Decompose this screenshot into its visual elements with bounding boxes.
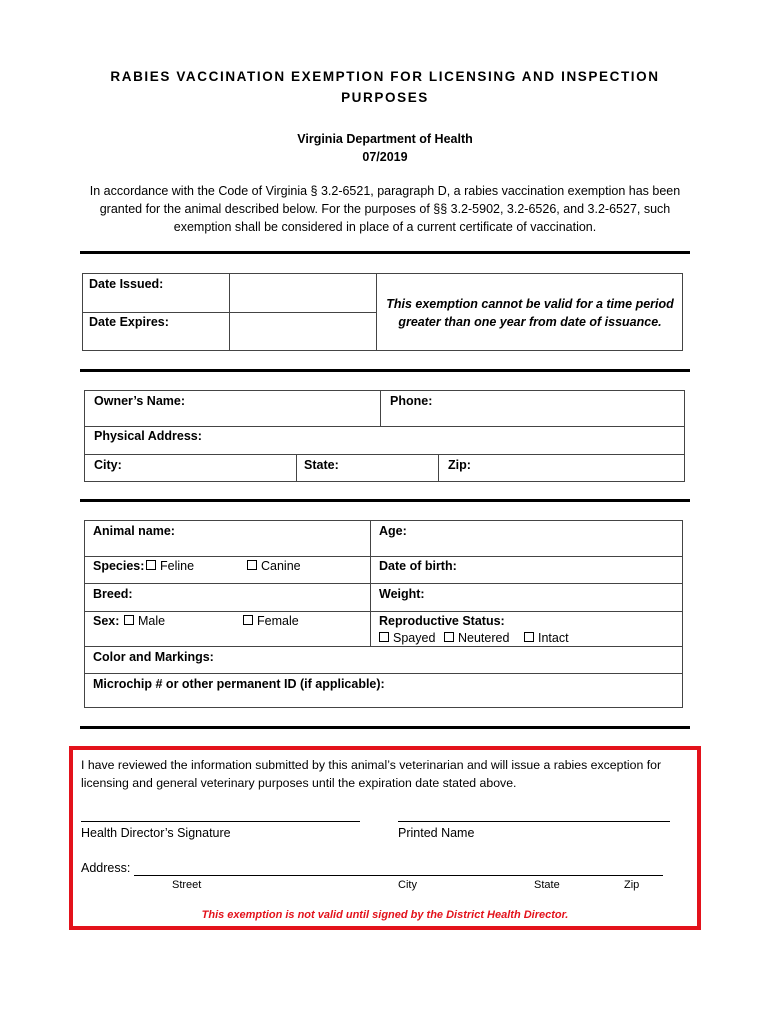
zip-field[interactable]	[472, 455, 683, 481]
title-line-2: PURPOSES	[341, 90, 429, 105]
breed-field[interactable]	[135, 584, 368, 610]
divider	[84, 611, 683, 612]
neutered-label: Neutered	[458, 631, 510, 645]
city-field[interactable]	[124, 455, 294, 481]
owner-name-field[interactable]	[190, 391, 378, 425]
director-statement-line-2: licensing and general veterinary purposes until the expiration date stated above.	[81, 776, 517, 790]
state-field[interactable]	[345, 455, 436, 481]
divider	[80, 726, 690, 729]
color-markings-label: Color and Markings:	[93, 650, 214, 664]
validity-note	[377, 295, 683, 331]
director-address-line[interactable]	[134, 875, 663, 876]
date-expires-label: Date Expires:	[89, 315, 169, 329]
validity-note-line-1: This exemption cannot be valid for a time period	[386, 297, 674, 311]
animal-name-field[interactable]	[180, 521, 368, 555]
spayed-label: Spayed	[393, 631, 436, 645]
street-caption: Street	[172, 879, 202, 891]
sex-male-option[interactable]	[124, 614, 165, 628]
male-label: Male	[138, 614, 166, 628]
phone-label: Phone:	[390, 394, 433, 408]
dob-field[interactable]	[462, 557, 682, 582]
microchip-field[interactable]	[385, 674, 682, 707]
intact-option[interactable]	[524, 631, 569, 645]
city-label: City:	[94, 458, 122, 472]
spayed-option[interactable]	[379, 631, 435, 645]
checkbox-icon[interactable]	[247, 560, 257, 570]
form-date: 07/2019	[362, 150, 408, 164]
validity-note-line-2: greater than one year from date of issuance.	[398, 315, 662, 329]
checkbox-icon[interactable]	[444, 632, 454, 642]
printed-name-label: Printed Name	[398, 826, 475, 840]
checkbox-icon[interactable]	[146, 560, 156, 570]
state-caption: State	[534, 879, 560, 891]
feline-label: Feline	[160, 559, 195, 573]
divider	[438, 454, 439, 482]
dob-label: Date of birth:	[379, 559, 457, 573]
checkbox-icon[interactable]	[524, 632, 534, 642]
intact-label: Intact	[538, 631, 569, 645]
zip-caption: Zip	[624, 879, 640, 891]
department-name: Virginia Department of Health	[297, 132, 473, 146]
owner-name-label: Owner’s Name:	[94, 394, 186, 408]
form-title	[0, 66, 770, 108]
species-feline-option[interactable]	[146, 559, 194, 573]
age-field[interactable]	[410, 521, 682, 555]
physical-address-label: Physical Address:	[94, 429, 202, 443]
zip-label: Zip:	[448, 458, 471, 472]
phone-field[interactable]	[436, 391, 683, 425]
physical-address-field[interactable]	[200, 427, 683, 453]
printed-name-line[interactable]	[398, 821, 670, 822]
date-issued-label: Date Issued:	[89, 277, 164, 291]
divider	[80, 251, 690, 254]
breed-label: Breed:	[93, 587, 133, 601]
intro-line-2: granted for the animal described below. For the purposes of §§ 3.2-5902, 3.2-6526, and 3.2-6527, such	[99, 202, 671, 216]
checkbox-icon[interactable]	[124, 615, 134, 625]
date-issued-field[interactable]	[230, 274, 375, 311]
title-line-1: RABIES VACCINATION EXEMPTION FOR LICENSING AND INSPECTION	[110, 69, 660, 84]
color-markings-field[interactable]	[215, 647, 682, 672]
date-expires-field[interactable]	[230, 313, 375, 350]
divider	[80, 499, 690, 502]
divider	[380, 390, 381, 426]
intro-paragraph	[80, 182, 690, 236]
weight-label: Weight:	[379, 587, 425, 601]
sex-label: Sex:	[93, 614, 120, 628]
director-statement-line-1: I have reviewed the information submitted by this animal’s veterinarian and will issue a rabies exception for	[81, 758, 662, 772]
signature-label: Health Director’s Signature	[81, 826, 231, 840]
neutered-option[interactable]	[444, 631, 509, 645]
validity-warning: This exemption is not valid until signed by the District Health Director.	[201, 909, 569, 921]
animal-name-label: Animal name:	[93, 524, 175, 538]
species-canine-option[interactable]	[247, 559, 301, 573]
age-label: Age:	[379, 524, 407, 538]
reproductive-status-label: Reproductive Status:	[379, 614, 505, 628]
signature-line[interactable]	[81, 821, 360, 822]
checkbox-icon[interactable]	[243, 615, 253, 625]
species-label: Species:	[93, 559, 145, 573]
female-label: Female	[257, 614, 299, 628]
checkbox-icon[interactable]	[379, 632, 389, 642]
sex-female-option[interactable]	[243, 614, 299, 628]
director-address-label: Address:	[81, 861, 131, 875]
director-statement	[81, 756, 661, 792]
divider	[296, 454, 297, 482]
city-caption: City	[398, 879, 417, 891]
canine-label: Canine	[261, 559, 301, 573]
divider	[80, 369, 690, 372]
microchip-label: Microchip # or other permanent ID (if applicable):	[93, 677, 385, 691]
weight-field[interactable]	[428, 584, 682, 610]
state-label: State:	[304, 458, 339, 472]
intro-line-1: In accordance with the Code of Virginia § 3.2-6521, paragraph D, a rabies vaccination exemption has been	[89, 184, 681, 198]
intro-line-3: exemption shall be considered in place of a current certificate of vaccination.	[173, 220, 597, 234]
